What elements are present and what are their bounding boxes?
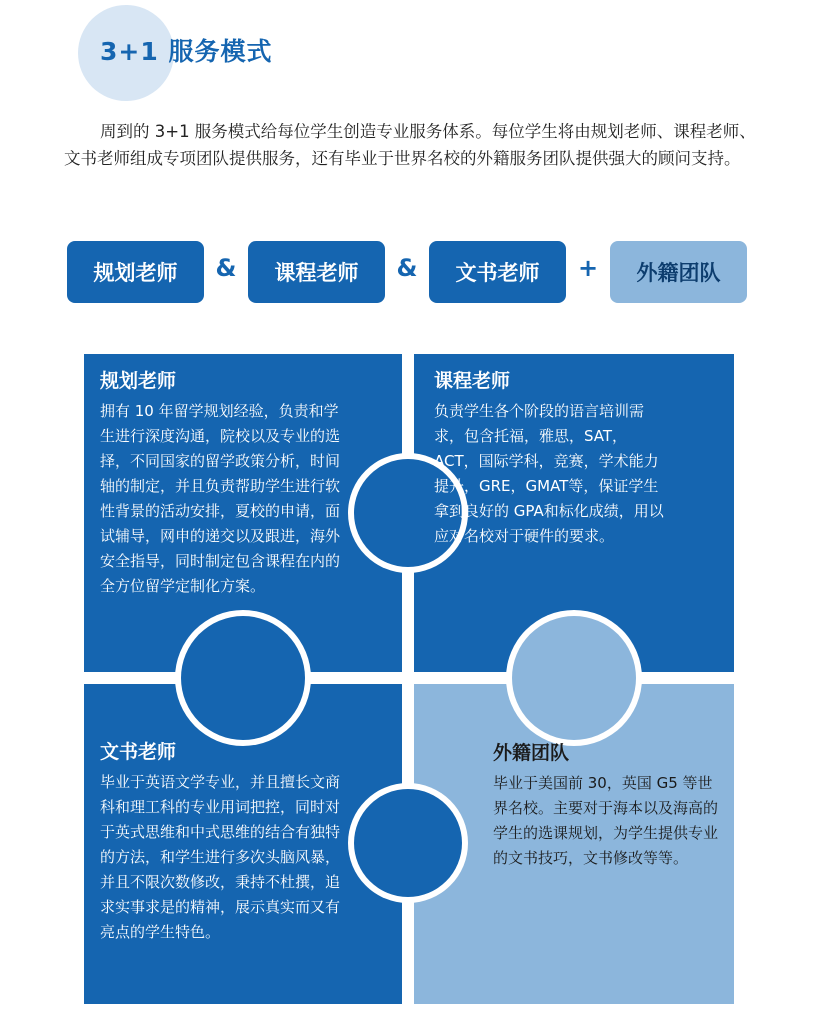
panel-foreign [493, 738, 725, 871]
knob-right-bridge [520, 672, 628, 688]
connector-plus: + [577, 254, 599, 282]
panel-foreign-body: 毕业于美国前 30，英国 G5 等世界名校。主要对于海本以及海高的学生的选课规划，为学生提供专业的文书技巧，文书修改等等。 [493, 774, 719, 867]
page-title: 3+1 服务模式 [100, 37, 273, 66]
intro-paragraph: 周到的 3+1 服务模式给每位学生创造专业服务体系。每位学生将由规划老师、课程老师、文书老师组成专项团队提供服务，还有毕业于世界名校的外籍服务团队提供强大的顾问支持。 [64, 122, 756, 168]
panel-planning-body: 拥有 10 年留学规划经验，负责和学生进行深度沟通，院校以及专业的选择，不同国家的留学政策分析，时间轴的制定，并且负责帮助学生进行软性背景的活动安排，夏校的申请，面试辅导，网申的递交以及跟进，海外安全指导，同时制定包含课程在内的全方位留学定制化方案。 [100, 402, 341, 595]
panel-foreign-heading: 外籍团队 [493, 742, 570, 764]
knob-bottom-bridge [398, 800, 414, 886]
team-essay-label: 文书老师 [429, 241, 566, 303]
panel-course [434, 366, 666, 549]
knob-top-bridge [402, 470, 418, 556]
team-foreign-label: 外籍团队 [610, 241, 747, 303]
connector-ampersand-1: & [215, 254, 237, 282]
connector-ampersand-2: & [396, 254, 418, 282]
team-planning-label: 规划老师 [67, 241, 204, 303]
knob-left-bridge [189, 668, 297, 684]
panel-essay-heading: 文书老师 [100, 741, 177, 763]
panel-planning [100, 366, 340, 599]
panel-planning-heading: 规划老师 [100, 370, 177, 392]
panel-essay [100, 737, 342, 945]
team-course-label: 课程老师 [248, 241, 385, 303]
panel-essay-body: 毕业于英语文学专业，并且擅长文商科和理工科的专业用词把控，同时对于英式思维和中式思维的结合有独特的方法，和学生进行多次头脑风暴，并且不限次数修改，秉持不杜撰，追求实事求是的精神，展示真实而又有亮点的学生特色。 [100, 773, 341, 941]
panel-course-body: 负责学生各个阶段的语言培训需求，包含托福，雅思，SAT，ACT，国际学科，竞赛，学术能力提升，GRE，GMAT等，保证学生拿到良好的 GPA和标化成绩，用以应对名校对于硬件的要求。 [434, 402, 664, 545]
panel-course-heading: 课程老师 [434, 370, 511, 392]
